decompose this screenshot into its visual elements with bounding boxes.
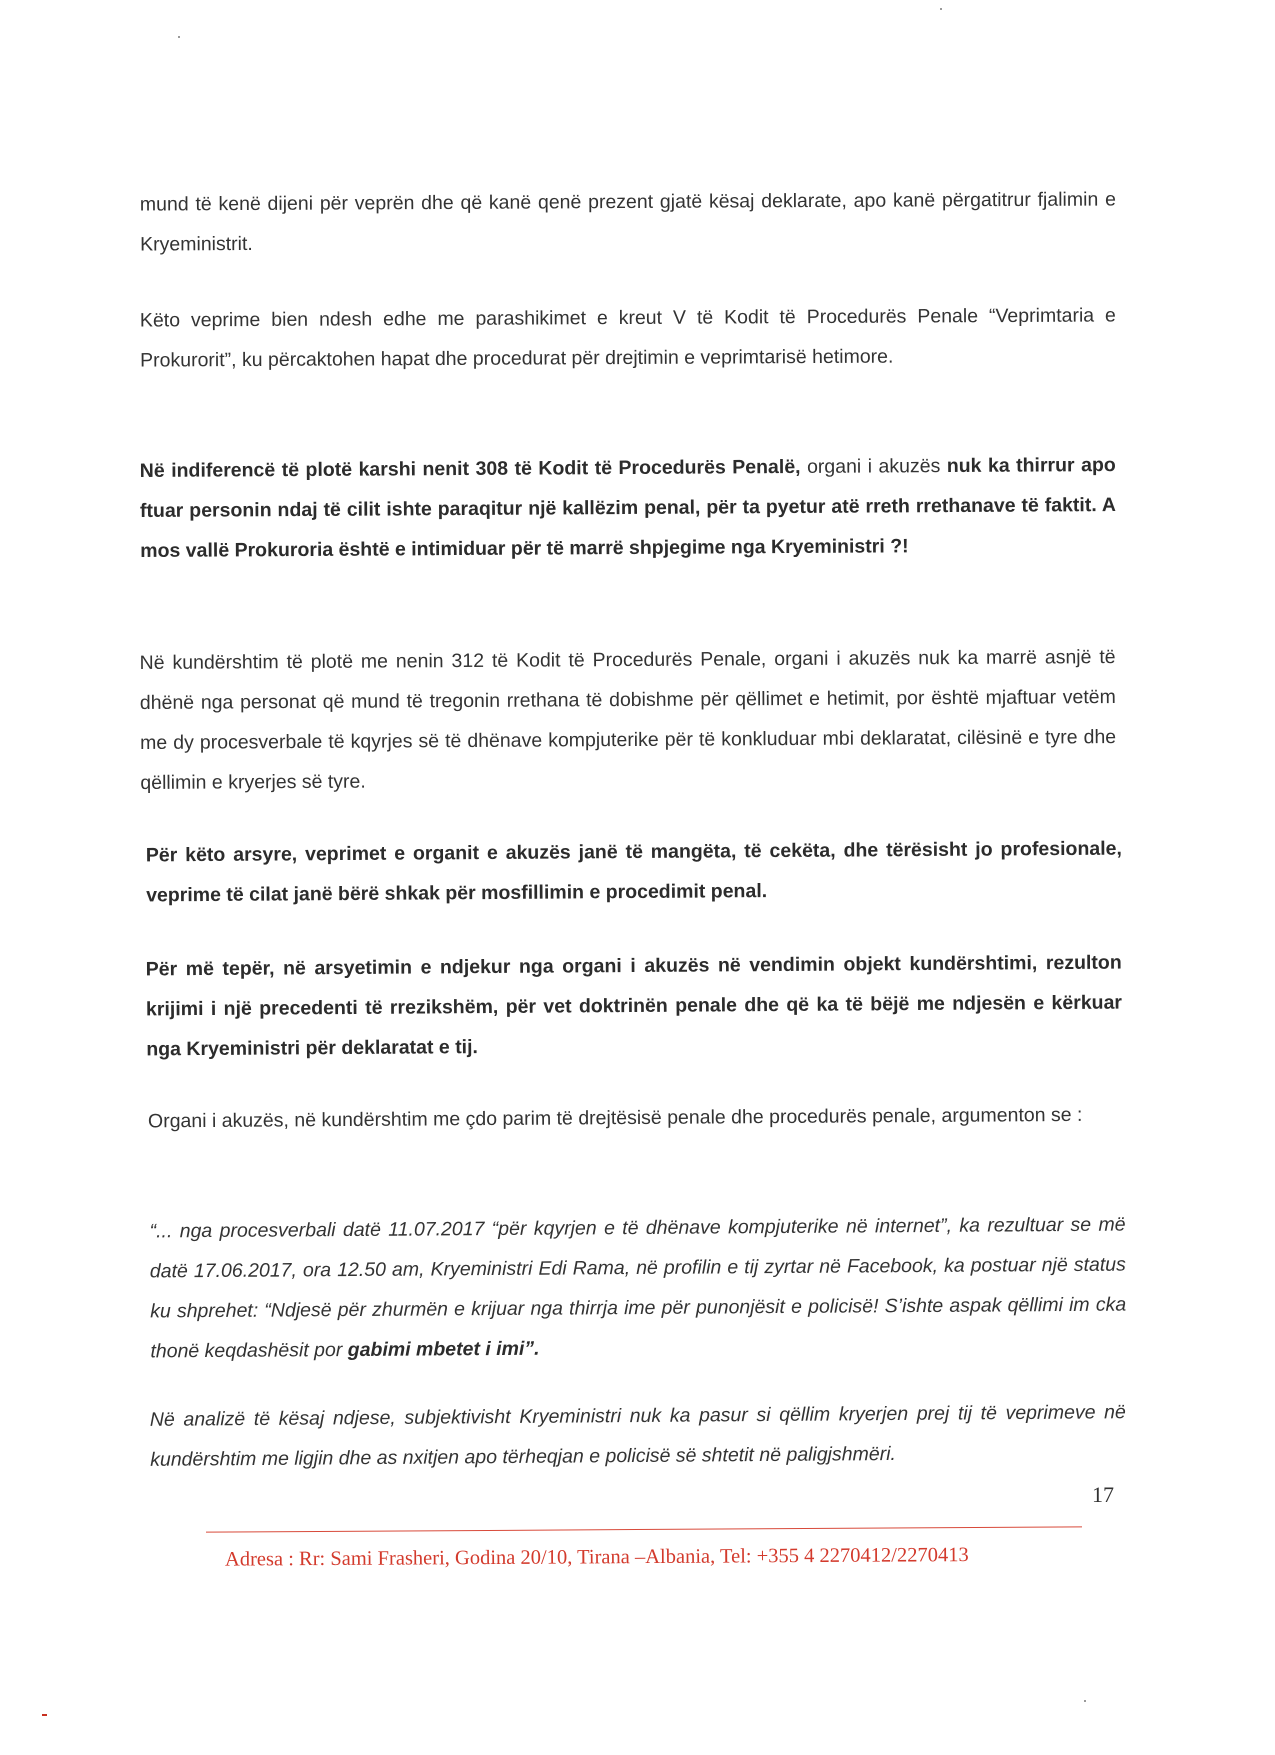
quoted-reasoning-text: “... nga procesverbali datë 11.07.2017 “për kqyrjen e të dhënave kompjuterike në internet”, ka rezultuar se më datë 17.06.2017, ora 12.50 am, Kryeministri Edi Rama, në profilin e tij zyrtar në Facebook, ka postuar një status ku shprehet: “Ndjesë për zhurmën e krijuar nga thirrja ime për punonjësit e policisë! S’ishte aspak qëllimi im cka thonë keqdashësit por xyxy=(149,1213,1127,1363)
footer-divider xyxy=(206,1526,1082,1532)
paragraph-continuation: mund të kenë dijeni për veprën dhe që kanë qenë prezent gjatë kësaj deklarate, apo kanë përgatitrur fjalimin e Kryeministrit. xyxy=(139,188,1116,256)
paragraph-article-308-plain: organi i akuzës xyxy=(800,455,947,478)
paragraph-analysis-apology: Në analizë të kësaj ndjese, subjektivisht Kryeministri nuk ka pasur si qëllim kryerjen prej tij të veprimeve në kundërshtim me ligjin dhe as nxitjen apo tërheqjan e policisë së shtetit në paligjshmëri. xyxy=(149,1401,1126,1471)
scan-speck xyxy=(940,8,942,10)
paragraph-dangerous-precedent: Për më tepër, në arsyetimin e ndjekur nga organi i akuzës në vendimin objekt kundërshtimi, rezulton krijimi i një precedenti të rrezikshëm, për vet doktrinën penale dhe që ka të bëjë me ndjesën e kërkuar nga Kryeministri për deklaratat e tij. xyxy=(145,951,1123,1061)
scan-speck xyxy=(178,36,180,38)
bold-text-article-308: Në indiferencë të plotë karshi nenit 308 të Kodit të Procedurës Penalë, xyxy=(139,455,801,482)
page-number: 17 xyxy=(1092,1482,1114,1507)
paragraph-article-312 xyxy=(140,637,1117,803)
scan-artifact-mark xyxy=(42,1714,47,1716)
bold-text-not-summoned: nuk ka thirrur apo ftuar personin ndaj të cilit ishte paraqitur një kallëzim penal, për ta pyetur atë rreth rrethanave të faktit. A mos vallë Prokuroria është e intimiduar për të marrë shpjegime nga Kryeministri ?! xyxy=(139,454,1117,562)
paragraph-article-312-body: Kodit të Procedurës Penale, organi i akuzës nuk ka marrë asnjë të dhënë nga personat që mund të tregonin rrethana të dobishme për qëllimet e hetimit, por është mjaftuar vetëm me dy procesverbale të kqyrjes së të dhënave kompjuterike për të konkluduar mbi deklaratat, cilësinë e tyre dhe qëllimin e kryerjes së tyre. xyxy=(139,646,1117,794)
paragraph-article-312-lead: Në kundërshtim të plotë me nenin 312 të xyxy=(139,649,517,674)
paragraph-conclusion-reasons: Për këto arsyre, veprimet e organit e akuzës janë të mangëta, të cekëta, dhe tërësisht jo profesionale, veprime të cilat janë bërë shkak për mosfillimin e procedimit penal. xyxy=(145,837,1122,907)
quoted-reasoning xyxy=(149,1205,1126,1372)
paragraph-procedure-chapter: Këto veprime bien ndesh edhe me parashikimet e kreut V të Kodit të Procedurës Penale “Veprimtaria e Prokurorit”, ku përcaktohen hapat dhe procedurat për drejtimin e veprimtarisë hetimore. xyxy=(139,304,1116,372)
quoted-reasoning-bold: gabimi mbetet i imi”. xyxy=(347,1337,540,1362)
footer-address: Adresa : Rr: Sami Frasheri, Godina 20/10, Tirana –Albania, Tel: +355 4 2270412/2270413 xyxy=(224,1544,969,1571)
paragraph-argument-intro: Organi i akuzës, në kundërshtim me çdo parim të drejtësisë penale dhe procedurës penale, argumenton se : xyxy=(147,1103,1083,1133)
paragraph-article-308 xyxy=(140,445,1117,571)
scan-speck xyxy=(1084,1700,1086,1702)
